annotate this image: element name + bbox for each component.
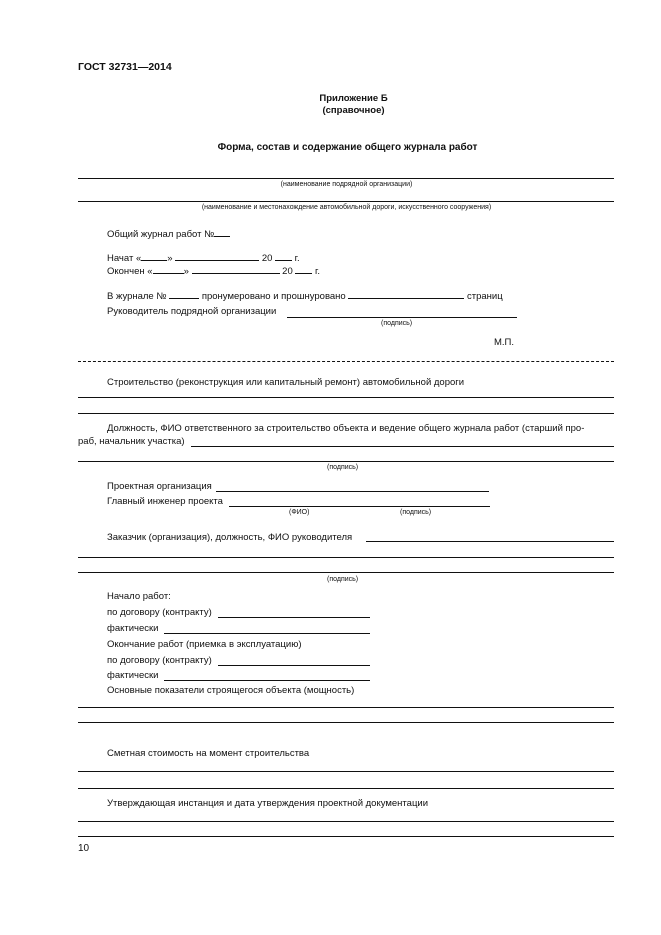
start-contract-label: по договору (контракту)	[107, 607, 212, 618]
numbering-pages-blank[interactable]	[348, 289, 464, 299]
responsible-line-2[interactable]	[78, 461, 614, 462]
road-name-line	[78, 201, 614, 202]
road-name-caption: (наименование и местонахождение автомобильной дороги, искусственного сооружения)	[201, 204, 492, 211]
start-actual-line[interactable]	[164, 633, 370, 634]
responsible-label-line2: раб, начальник участка)	[78, 436, 185, 447]
head-signature-caption: (подпись)	[381, 320, 413, 327]
end-contract-line[interactable]	[218, 665, 370, 666]
contractor-name-caption: (наименование подрядной организации)	[280, 181, 413, 188]
design-org-label: Проектная организация	[107, 481, 212, 492]
estimated-cost-line-1[interactable]	[78, 771, 614, 772]
head-of-contractor-label: Руководитель подрядной организации	[107, 306, 277, 317]
form-title: Форма, состав и содержание общего журнала работ	[217, 142, 478, 153]
page-number: 10	[78, 843, 90, 854]
construction-line-1[interactable]	[78, 397, 614, 398]
started-year-blank[interactable]	[275, 251, 292, 261]
customer-line-2[interactable]	[78, 557, 614, 558]
customer-signature-caption: (подпись)	[327, 576, 359, 583]
estimated-cost-label: Сметная стоимость на момент строительства	[107, 748, 310, 759]
seal-label: М.П.	[494, 337, 515, 348]
start-actual-label: фактически	[107, 623, 159, 634]
started-month-blank[interactable]	[175, 251, 259, 261]
start-contract-line[interactable]	[218, 617, 370, 618]
chief-engineer-line[interactable]	[229, 506, 490, 507]
key-indicators-line-2[interactable]	[78, 722, 614, 723]
end-actual-line[interactable]	[164, 680, 370, 681]
customer-line-3[interactable]	[78, 572, 614, 573]
chief-engineer-fio-caption: (ФИО)	[289, 509, 310, 516]
customer-line-1[interactable]	[366, 541, 614, 542]
approval-line-2[interactable]	[78, 836, 614, 837]
cut-line	[78, 361, 614, 362]
ended-month-blank[interactable]	[192, 264, 280, 274]
journal-number-field: Общий журнал работ №	[107, 227, 230, 240]
ended-year-blank[interactable]	[295, 264, 312, 274]
journal-ended-field: Окончен « » 20 г.	[107, 266, 320, 277]
standard-header: ГОСТ 32731—2014	[78, 61, 172, 73]
key-indicators-line-1[interactable]	[78, 707, 614, 708]
end-contract-label: по договору (контракту)	[107, 655, 212, 666]
estimated-cost-line-2[interactable]	[78, 788, 614, 789]
contractor-name-line	[78, 178, 614, 179]
key-indicators-label: Основные показатели строящегося объекта (мощность)	[107, 685, 355, 696]
approval-line-1[interactable]	[78, 821, 614, 822]
chief-engineer-label: Главный инженер проекта	[107, 496, 223, 507]
responsible-line-1[interactable]	[191, 446, 614, 447]
end-actual-label: фактически	[107, 670, 159, 681]
design-org-line[interactable]	[216, 491, 489, 492]
numbering-journal-blank[interactable]	[169, 289, 199, 299]
annex-title: Приложение Б	[319, 93, 388, 104]
construction-line-2[interactable]	[78, 413, 614, 414]
approval-label: Утверждающая инстанция и дата утверждения проектной документации	[107, 798, 429, 809]
responsible-label-line1: Должность, ФИО ответственного за строительство объекта и ведение общего журнала работ (старший про-	[107, 423, 585, 434]
construction-label: Строительство (реконструкция или капитальный ремонт) автомобильной дороги	[107, 377, 465, 388]
chief-engineer-signature-caption: (подпись)	[400, 509, 432, 516]
work-end-label: Окончание работ (приемка в эксплуатацию)	[107, 639, 302, 650]
work-start-label: Начало работ:	[107, 591, 171, 602]
numbering-field: В журнале № пронумеровано и прошнуровано страниц	[107, 291, 503, 302]
customer-label: Заказчик (организация), должность, ФИО руководителя	[107, 532, 353, 543]
responsible-signature-caption: (подпись)	[327, 464, 359, 471]
started-day-blank[interactable]	[141, 251, 167, 261]
journal-number-blank[interactable]	[214, 227, 230, 237]
head-signature-line[interactable]	[287, 317, 517, 318]
journal-started-field: Начат « » 20 г.	[107, 253, 300, 264]
annex-subtitle: (справочное)	[322, 105, 385, 116]
ended-day-blank[interactable]	[153, 264, 184, 274]
